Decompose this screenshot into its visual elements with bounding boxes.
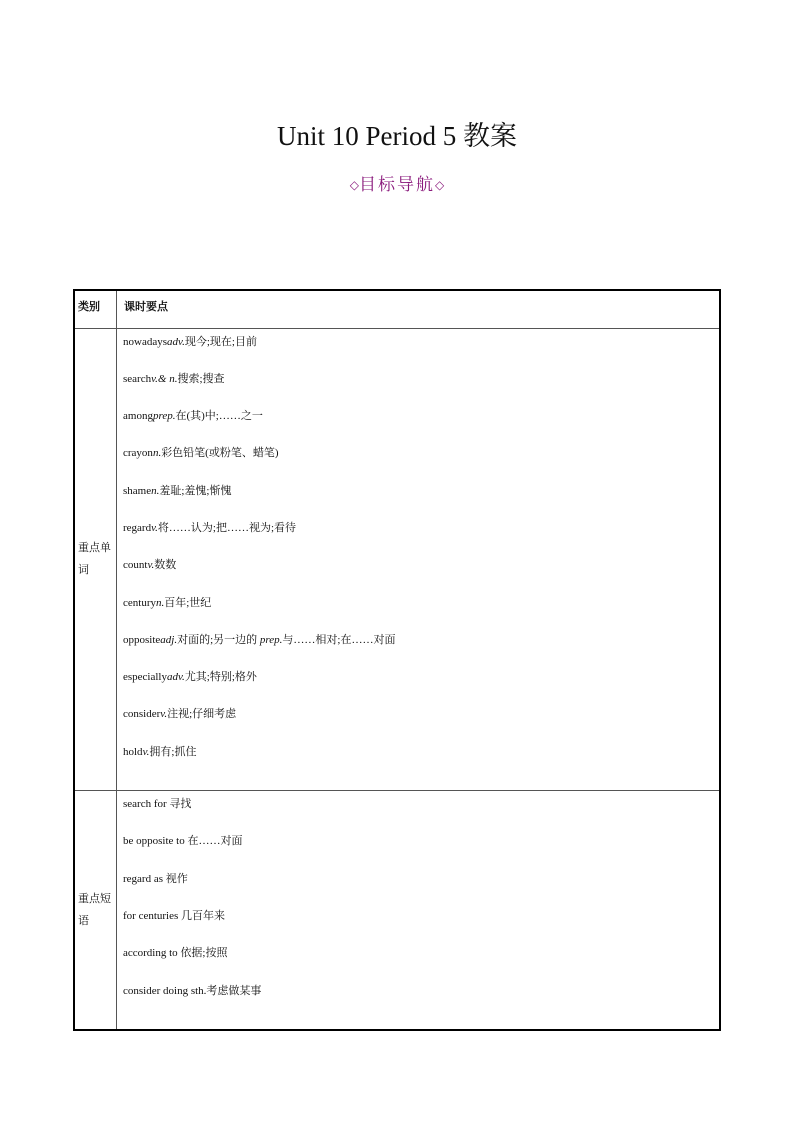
item-meaning: 现今;现在;目前	[184, 335, 257, 348]
phrase-list	[117, 791, 719, 1029]
item-pos: n.	[155, 596, 165, 609]
vocab-item	[123, 335, 719, 372]
item-meaning: 彩色铅笔(或粉笔、蜡笔)	[161, 447, 279, 460]
item-word: century	[123, 596, 156, 609]
item-meaning: 羞耻;羞愧;惭愧	[159, 484, 232, 497]
phrase-item	[123, 872, 719, 909]
item-meaning: 尤其;特别;格外	[184, 671, 257, 684]
item-meaning: 将……认为;把……视为;看待	[157, 521, 297, 534]
item-pos: adv.	[166, 671, 185, 684]
item-pos: v.	[151, 521, 158, 534]
item-word: shame	[123, 484, 152, 497]
item-meaning: 百年;世纪	[164, 596, 212, 609]
item-pos: v.	[142, 745, 150, 758]
item-meaning: 搜索;搜查	[177, 372, 225, 385]
vocab-item	[123, 484, 719, 521]
item-meaning: 对面的;另一边的	[177, 633, 260, 646]
item-meaning: 数数	[154, 559, 177, 572]
vocab-item	[123, 409, 719, 446]
item-pos2: prep.	[259, 633, 283, 646]
item-word: nowadays	[123, 335, 167, 348]
item-pos: v.	[147, 559, 155, 572]
item-meaning: 在……对面	[187, 835, 243, 848]
document-title: Unit 10 Period 5 教案	[277, 121, 517, 151]
item-meaning: 考虑做某事	[206, 984, 262, 997]
item-meaning2: 与……相对;在……对面	[282, 633, 396, 646]
item-meaning: 依据;按照	[180, 947, 228, 960]
lesson-points-table	[73, 289, 721, 1031]
phrase-item	[123, 909, 719, 946]
item-pos: n.	[151, 484, 160, 497]
diamond-right-icon: ◇	[435, 178, 445, 192]
vocab-item	[123, 521, 719, 558]
item-word: according to	[123, 947, 181, 960]
item-meaning: 视作	[165, 872, 188, 885]
vocab-item	[123, 446, 719, 483]
item-meaning: 注视;仔细考虑	[167, 708, 237, 721]
item-pos: v.	[160, 708, 168, 721]
item-pos: v.& n.	[151, 372, 178, 385]
item-meaning: 寻找	[169, 798, 192, 811]
item-pos: prep.	[152, 410, 176, 423]
section-phrases-content	[117, 791, 721, 1030]
section-subtitle	[0, 170, 794, 195]
item-word: consider	[123, 708, 161, 721]
item-word: opposite	[123, 633, 161, 646]
item-word: regard as	[123, 872, 166, 885]
vocab-item	[123, 707, 719, 744]
header-points: 课时要点	[117, 290, 721, 328]
phrase-item	[123, 797, 719, 834]
phrase-item	[123, 984, 719, 1021]
section-words-content	[117, 328, 721, 791]
category-phrases: 重点短语	[74, 791, 117, 1030]
table-header-row	[74, 290, 720, 328]
diamond-left-icon: ◇	[349, 178, 359, 192]
header-category: 类别	[74, 290, 117, 328]
item-word: regard	[123, 521, 152, 534]
phrase-item	[123, 834, 719, 871]
item-word: especially	[123, 671, 167, 684]
vocab-item	[123, 745, 719, 782]
item-word: for centuries	[123, 909, 182, 922]
item-word: among	[123, 410, 153, 423]
phrase-item	[123, 946, 719, 983]
item-word: search	[123, 372, 152, 385]
vocab-list	[117, 329, 719, 791]
vocab-item	[123, 596, 719, 633]
item-word: be opposite to	[123, 835, 188, 848]
subtitle-text: 目标导航	[359, 175, 435, 195]
item-word: hold	[123, 745, 143, 758]
vocab-item	[123, 633, 719, 670]
vocab-item	[123, 670, 719, 707]
item-pos: n.	[152, 447, 162, 460]
section-row-words	[74, 328, 720, 791]
vocab-item	[123, 558, 719, 595]
item-word: consider doing sth.	[123, 984, 207, 997]
item-word: search for	[123, 798, 170, 811]
item-meaning: 在(其)中;……之一	[175, 410, 263, 423]
item-pos: adj.	[160, 633, 178, 646]
item-word: crayon	[123, 447, 153, 460]
item-meaning: 几百年来	[181, 909, 226, 922]
category-words: 重点单词	[74, 328, 117, 791]
item-pos: adv.	[167, 335, 185, 348]
item-word: count	[123, 559, 148, 572]
section-row-phrases	[74, 791, 720, 1030]
vocab-item	[123, 372, 719, 409]
item-meaning: 拥有;抓住	[149, 745, 197, 758]
